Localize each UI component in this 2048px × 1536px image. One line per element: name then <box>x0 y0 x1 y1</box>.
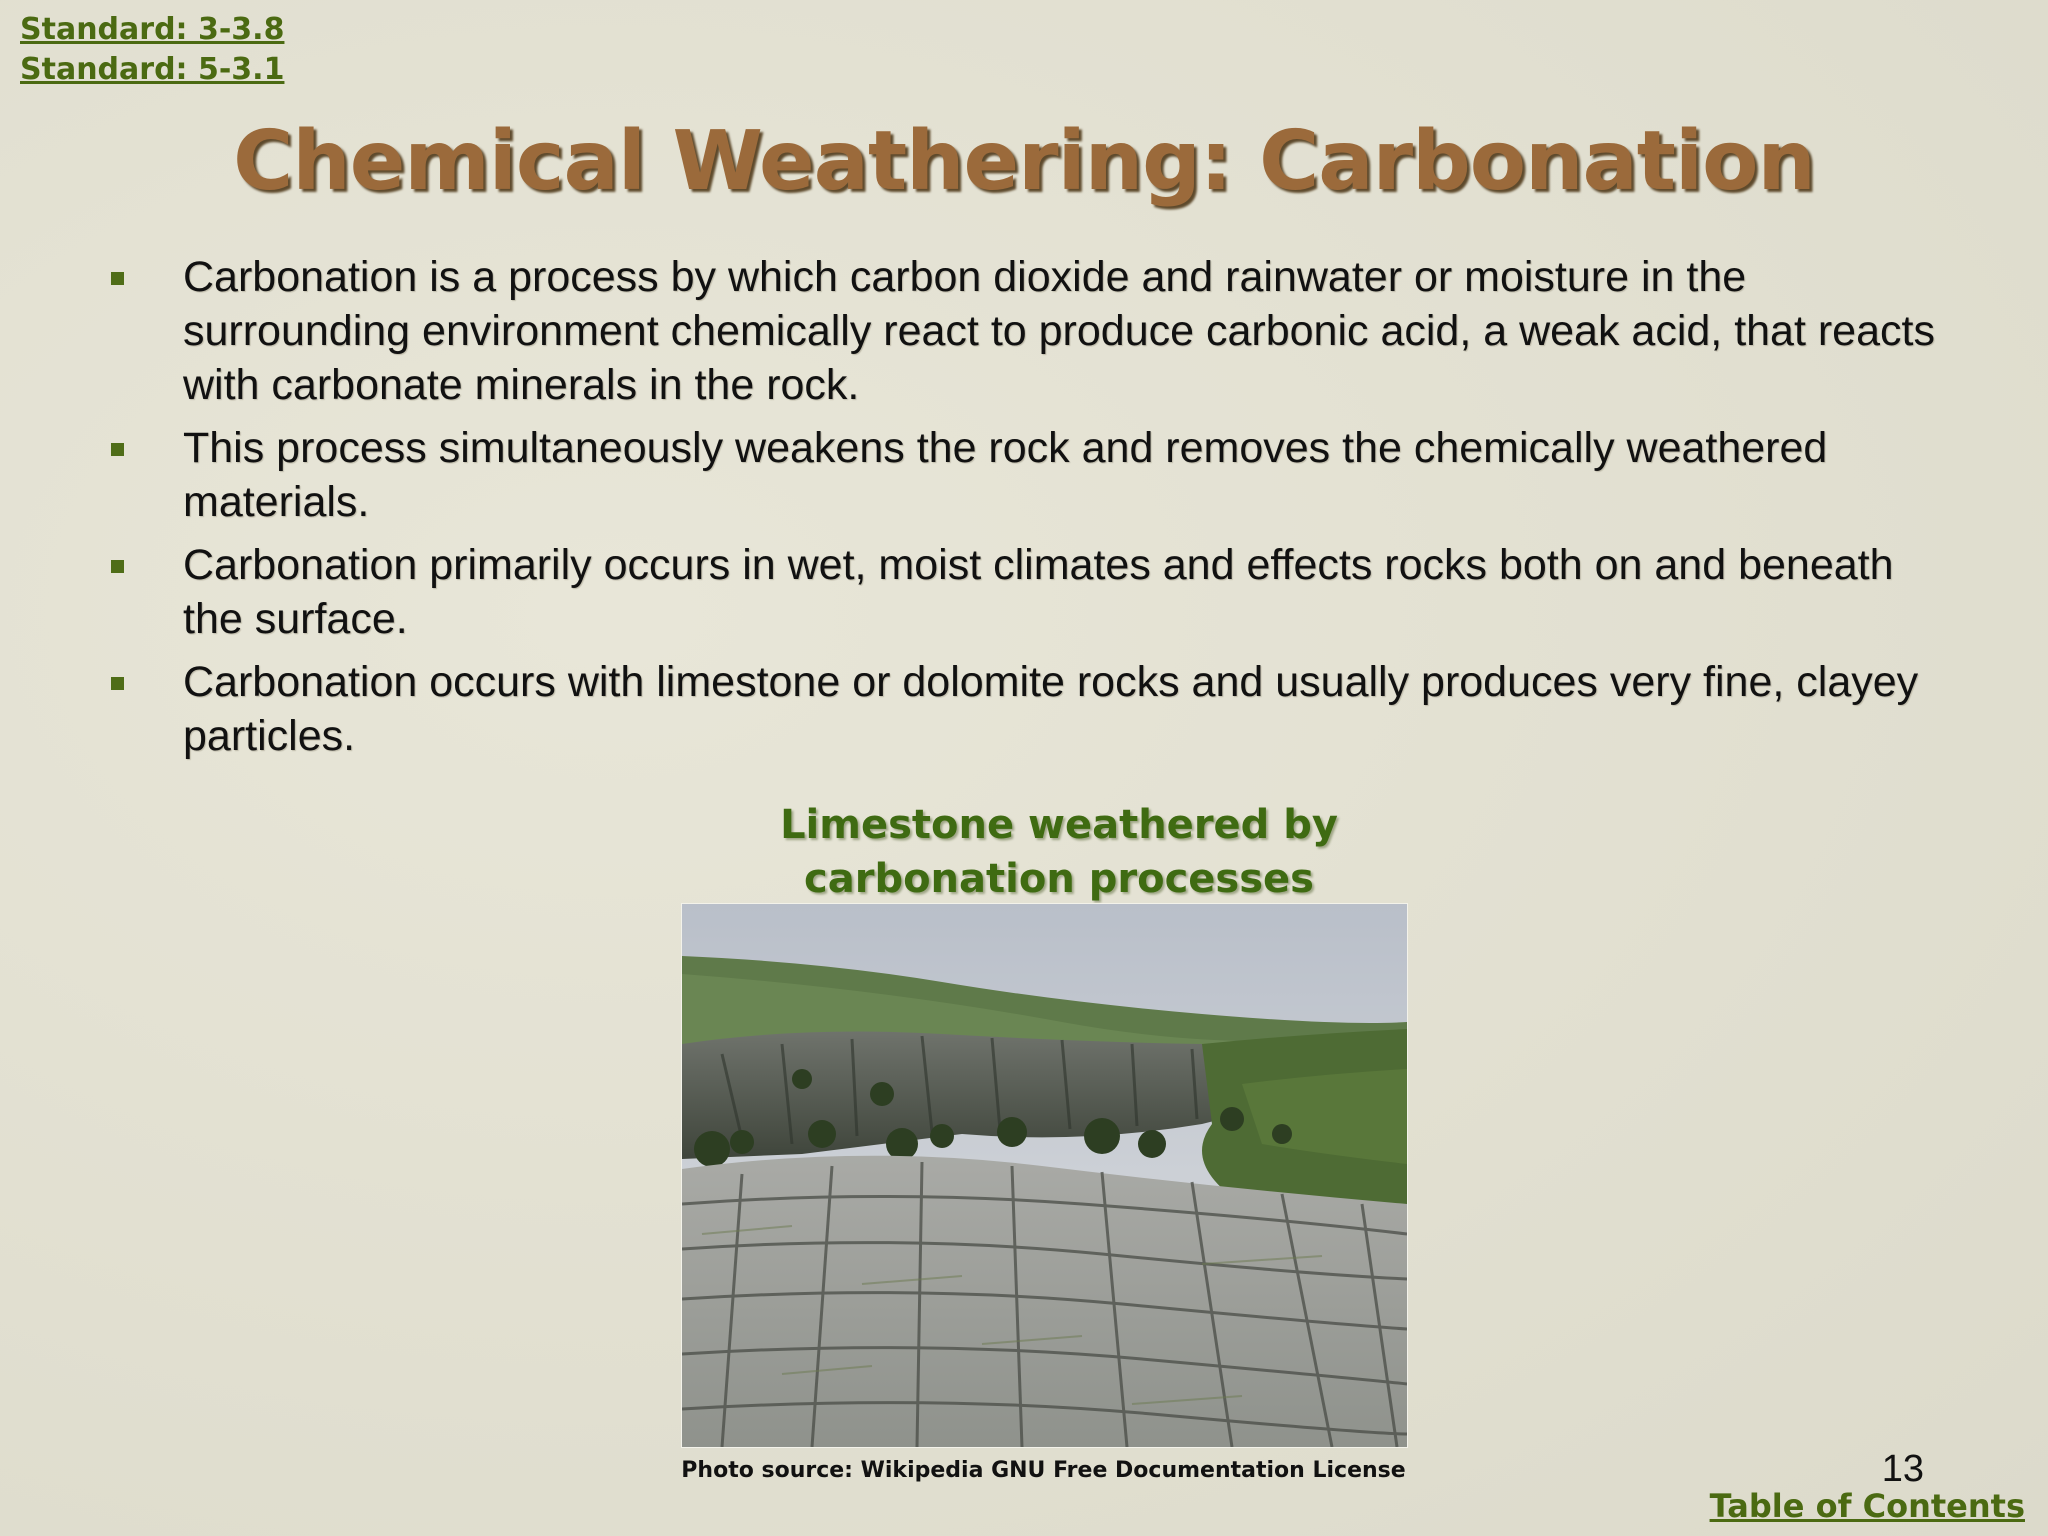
photo-caption <box>664 798 1454 906</box>
bullet-text: Carbonation occurs with limestone or dolomite rocks and usually produces very fine, clayey particles. <box>183 658 1919 760</box>
bullet-item <box>105 655 1945 763</box>
limestone-photo <box>681 903 1408 1448</box>
caption-line-1: Limestone weathered by <box>780 802 1338 848</box>
table-of-contents-link[interactable]: Table of Contents <box>1709 1487 2025 1525</box>
bullet-item <box>105 421 1945 529</box>
square-bullet-icon <box>111 443 124 456</box>
bullet-item <box>105 250 1945 412</box>
page-number: 13 <box>1881 1448 1924 1490</box>
slide-title: Chemical Weathering: Carbonation <box>233 114 1815 209</box>
square-bullet-icon <box>111 677 124 690</box>
caption-line-2: carbonation processes <box>804 856 1314 902</box>
bullet-list <box>105 250 1945 772</box>
square-bullet-icon <box>111 560 124 573</box>
standard-link-5-3-1[interactable]: Standard: 5-3.1 <box>20 52 285 87</box>
standards-links <box>20 10 284 90</box>
photo-source-credit: Photo source: Wikipedia GNU Free Documentation License <box>681 1458 1406 1483</box>
bullet-item <box>105 538 1945 646</box>
bullet-text: Carbonation is a process by which carbon dioxide and rainwater or moisture in the surrounding environment chemically react to produce carbonic acid, a weak acid, that reacts with carbonate minerals in the rock. <box>183 253 1935 409</box>
bullet-text: This process simultaneously weakens the rock and removes the chemically weathered materials. <box>183 424 1828 526</box>
standard-link-3-3-8[interactable]: Standard: 3-3.8 <box>20 12 285 47</box>
bullet-text: Carbonation primarily occurs in wet, moist climates and effects rocks both on and beneath the surface. <box>183 541 1894 643</box>
square-bullet-icon <box>111 272 124 285</box>
